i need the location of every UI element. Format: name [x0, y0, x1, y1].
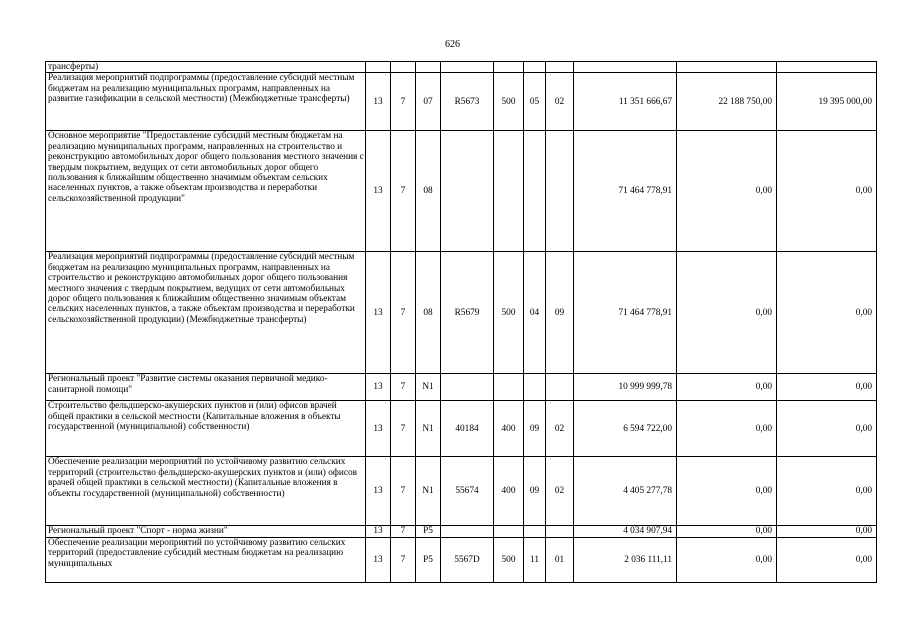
row-amount-3: 0,00 [777, 526, 877, 537]
row-code-5 [494, 526, 524, 537]
row-code-3: N1 [416, 374, 441, 401]
row-code-4: R5679 [441, 252, 494, 374]
row-amount-3: 0,00 [777, 374, 877, 401]
row-code-2: 7 [391, 457, 416, 526]
row-code-2 [391, 62, 416, 73]
row-code-1: 13 [366, 526, 391, 537]
row-amount-2: 0,00 [677, 401, 777, 457]
row-code-2: 7 [391, 537, 416, 582]
row-code-1: 13 [366, 457, 391, 526]
row-amount-2: 0,00 [677, 537, 777, 582]
row-code-2: 7 [391, 401, 416, 457]
row-amount-3: 0,00 [777, 537, 877, 582]
row-code-7: 02 [546, 73, 574, 131]
row-code-2: 7 [391, 252, 416, 374]
row-code-5: 500 [494, 537, 524, 582]
row-description: Обеспечение реализации мероприятий по устойчивому развитию сельских территорий (строительство фельдшерско-акушерских пунктов и (или) офисов врачей общей практики в сельской местности) (Капитальные вложения в объекты государственной (муниципальной) собственности) [46, 457, 366, 526]
table-row [46, 537, 877, 582]
row-amount-2: 0,00 [677, 526, 777, 537]
row-amount-1: 6 594 722,00 [574, 401, 677, 457]
row-amount-2 [677, 62, 777, 73]
row-code-3: N1 [416, 401, 441, 457]
table-row [46, 62, 877, 73]
row-code-1: 13 [366, 374, 391, 401]
row-description: трансферты) [46, 62, 366, 73]
table-row [46, 374, 877, 401]
row-amount-2: 0,00 [677, 252, 777, 374]
table-row [46, 73, 877, 131]
row-code-6: 04 [524, 252, 546, 374]
row-code-7 [546, 374, 574, 401]
row-description: Региональный проект "Развитие системы оказания первичной медико-санитарной помощи" [46, 374, 366, 401]
row-amount-3: 0,00 [777, 401, 877, 457]
row-code-7 [546, 62, 574, 73]
row-amount-1: 2 036 111,11 [574, 537, 677, 582]
row-description: Строительство фельдшерско-акушерских пунктов и (или) офисов врачей общей практики в сельской местности (Капитальные вложения в объекты государственной (муниципальной) собственности) [46, 401, 366, 457]
row-code-6 [524, 374, 546, 401]
row-amount-1: 11 351 666,67 [574, 73, 677, 131]
row-description: Региональный проект "Спорт - норма жизни" [46, 526, 366, 537]
row-code-5: 500 [494, 73, 524, 131]
row-code-4: 5567D [441, 537, 494, 582]
row-code-7 [546, 526, 574, 537]
row-amount-1: 4 034 907,94 [574, 526, 677, 537]
row-code-2: 7 [391, 131, 416, 252]
row-code-1: 13 [366, 537, 391, 582]
row-code-6: 11 [524, 537, 546, 582]
row-code-2: 7 [391, 526, 416, 537]
row-code-1 [366, 62, 391, 73]
table-row [46, 252, 877, 374]
row-code-3: P5 [416, 537, 441, 582]
row-code-5 [494, 131, 524, 252]
row-description: Реализация мероприятий подпрограммы (предоставление субсидий местным бюджетам на реализацию муниципальных программ, направленных на строительство и реконструкцию автомобильных дорог общего пользования местного значения с твердым покрытием, ведущих от сети автомобильных дорог общего пользования к ближайшим общественно значимым объектам сельских населенных пунктов, а также объектам производства и переработки сельскохозяйственной продукции) (Межбюджетные трансферты) [46, 252, 366, 374]
row-code-7 [546, 131, 574, 252]
row-amount-1 [574, 62, 677, 73]
row-amount-3: 0,00 [777, 252, 877, 374]
row-code-3: N1 [416, 457, 441, 526]
row-code-6: 05 [524, 73, 546, 131]
row-code-4: 55674 [441, 457, 494, 526]
page-number: 626 [445, 39, 460, 50]
row-amount-3: 0,00 [777, 131, 877, 252]
table-row [46, 457, 877, 526]
row-code-5 [494, 374, 524, 401]
table-body [46, 62, 877, 583]
row-code-5: 400 [494, 401, 524, 457]
row-amount-2: 0,00 [677, 131, 777, 252]
row-code-7: 09 [546, 252, 574, 374]
row-code-4: 40184 [441, 401, 494, 457]
row-amount-3: 0,00 [777, 457, 877, 526]
row-code-7: 01 [546, 537, 574, 582]
row-amount-3 [777, 62, 877, 73]
row-amount-2: 0,00 [677, 374, 777, 401]
table-row [46, 526, 877, 537]
table-row [46, 131, 877, 252]
row-code-4 [441, 62, 494, 73]
row-amount-3: 19 395 000,00 [777, 73, 877, 131]
table-row [46, 401, 877, 457]
row-code-2: 7 [391, 374, 416, 401]
row-amount-1: 10 999 999,78 [574, 374, 677, 401]
row-code-6 [524, 62, 546, 73]
row-code-3: 07 [416, 73, 441, 131]
budget-table [45, 61, 877, 583]
row-code-1: 13 [366, 73, 391, 131]
row-code-1: 13 [366, 252, 391, 374]
row-code-2: 7 [391, 73, 416, 131]
row-amount-2: 0,00 [677, 457, 777, 526]
row-code-4 [441, 131, 494, 252]
row-code-5: 400 [494, 457, 524, 526]
row-amount-1: 4 405 277,78 [574, 457, 677, 526]
row-code-4 [441, 374, 494, 401]
row-code-6: 09 [524, 401, 546, 457]
row-code-3 [416, 62, 441, 73]
row-code-6 [524, 526, 546, 537]
row-code-5 [494, 62, 524, 73]
row-code-3: 08 [416, 131, 441, 252]
row-code-3: P5 [416, 526, 441, 537]
row-amount-1: 71 464 778,91 [574, 252, 677, 374]
row-code-6: 09 [524, 457, 546, 526]
row-code-1: 13 [366, 131, 391, 252]
row-amount-1: 71 464 778,91 [574, 131, 677, 252]
row-description: Реализация мероприятий подпрограммы (предоставление субсидий местным бюджетам на реализацию муниципальных программ, направленных на развитие газификации в сельской местности) (Межбюджетные трансферты) [46, 73, 366, 131]
row-code-7: 02 [546, 401, 574, 457]
row-code-4 [441, 526, 494, 537]
row-code-3: 08 [416, 252, 441, 374]
row-code-5: 500 [494, 252, 524, 374]
row-code-1: 13 [366, 401, 391, 457]
row-amount-2: 22 188 750,00 [677, 73, 777, 131]
row-description: Обеспечение реализации мероприятий по устойчивому развитию сельских территорий (предоставление субсидий местным бюджетам на реализацию муниципальных [46, 537, 366, 582]
row-code-6 [524, 131, 546, 252]
row-code-7: 02 [546, 457, 574, 526]
row-code-4: R5673 [441, 73, 494, 131]
row-description: Основное мероприятие "Предоставление субсидий местным бюджетам на реализацию муниципальных программ, направленных на строительство и реконструкцию автомобильных дорог общего пользования местного значения с твердым покрытием, ведущих от сети автомобильных дорог общего пользования к ближайшим общественно значимым объектам сельских населенных пунктов, а также объектам производства и переработки сельскохозяйственной продукции" [46, 131, 366, 252]
